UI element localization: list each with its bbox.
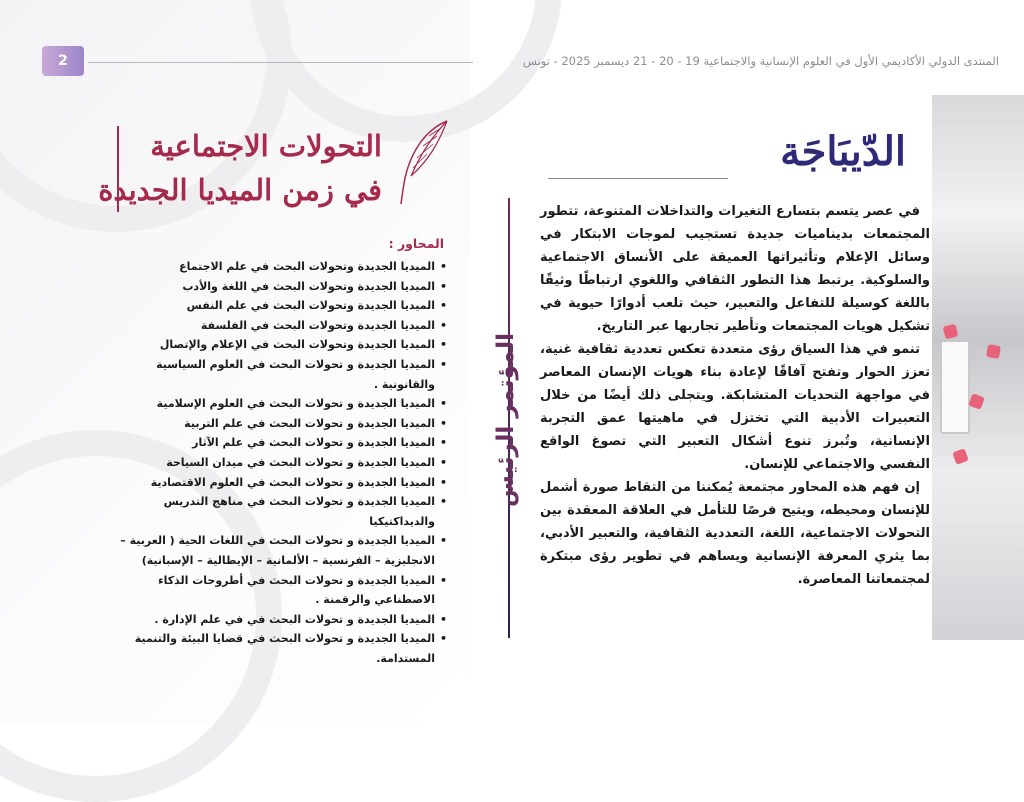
heart-icon xyxy=(968,393,985,410)
axis-item: • الميديا الجديدة و تحولات البحث في في علم الإدارة . xyxy=(107,610,447,630)
axis-item: • الميديا الجديدة و تحولات البحث في العلوم الاقتصادية xyxy=(107,473,447,493)
axes-heading: المحاور : xyxy=(388,236,444,251)
preamble-title-underline xyxy=(548,178,728,179)
preamble-paragraph: في عصر يتسم بتسارع التغيرات والتداخلات المتنوعة، تتطور المجتمعات بديناميات جديدة تستجيب لموجات الابتكار في وسائل الإعلام وتأثيراتها العميقة على الأنساق الاجتماعية والسلوكية. يرتبط هذا التطور الثقافي واللغوي ارتباطًا وثيقًا باللغة كوسيلة للتفاعل والتعبير، حيث تلعب أدوارًا حيوية في تشكيل هويات المجتمعات وتأطير تجاربها عبر التاريخ. xyxy=(540,204,930,334)
axis-item: • الميديا الجديدة و تحولات البحث في علم الآثار xyxy=(107,433,447,453)
axes-list xyxy=(107,257,447,668)
axis-item: • الميديا الجديدة و تحولات البحث في أطروحات الذكاء الاصطناعي والرقمنة . xyxy=(107,571,447,610)
page-number-badge: 2 xyxy=(42,46,84,76)
conference-title xyxy=(98,124,382,212)
axis-item: • الميديا الجديدة و تحولات البحث في ميدان السياحة xyxy=(107,453,447,473)
title-line-1: التحولات الاجتماعية xyxy=(150,129,382,163)
preamble-paragraph: إن فهم هذه المحاور مجتمعة يُمكننا من التقاط صورة أشمل للإنسان ومحيطه، ويتيح فرصًا للتأمل في العلاقة المعقدة بين التحولات الاجتماعية، اللغة، التعددية الثقافية، والتعبير الأدبي، بما يثري المعرفة الإنسانية ويساهم في تطوير رؤى مبتكرة لمجتمعاتنا المعاصرة. xyxy=(540,480,930,587)
preamble-title: الدّيبَاجَة xyxy=(780,128,906,175)
vertical-label-text: المؤتمر الرئيس xyxy=(493,332,519,508)
feather-quill-icon xyxy=(395,118,453,206)
axis-item: • الميديا الجديدة وتحولات البحث في علم النفس xyxy=(107,296,447,316)
axis-item: • الميديا الجديدة وتحولات البحث في علم الاجتماع xyxy=(107,257,447,277)
preamble-body xyxy=(540,200,930,591)
vertical-label xyxy=(478,332,534,508)
title-line-2: في زمن الميديا الجديدة xyxy=(98,173,382,207)
axis-item: • الميديا الجديدة و تحولات البحث في علم التربية xyxy=(107,414,447,434)
phone-screen xyxy=(940,340,970,434)
axis-item: • الميديا الجديدة و تحولات البحث في اللغات الحية ( العربية – الانجليزية – الفرنسية – الألمانية – الإيطالية – الإسبانية) xyxy=(107,531,447,570)
axis-item: • الميديا الجديدة و تحولات البحث في مناهج التدريس والديداكتيكيا xyxy=(107,492,447,531)
axis-item: • الميديا الجديدة و تحولات البحث في العلوم الإسلامية xyxy=(107,394,447,414)
axis-item: • الميديا الجديدة وتحولات البحث في الإعلام والإتصال xyxy=(107,335,447,355)
axis-item: • الميديا الجديدة وتحولات البحث في اللغة والأدب xyxy=(107,277,447,297)
axis-item: • الميديا الجديدة وتحولات البحث في الفلسفة xyxy=(107,316,447,336)
heart-icon xyxy=(952,448,969,465)
axis-item: • الميديا الجديدة و تحولات البحث في قضايا البيئة والتنمية المستدامة. xyxy=(107,629,447,668)
heart-icon xyxy=(943,324,959,340)
header-text: المنتدى الدولي الأكاديمي الأول في العلوم الإنسانية والاجتماعية 19 - 20 - 21 ديسمبر 2025 - تونس xyxy=(522,54,999,68)
axis-item: • الميديا الجديدة و تحولات البحث في العلوم السياسية والقانونية . xyxy=(107,355,447,394)
header-divider xyxy=(88,62,473,63)
preamble-paragraph: تنمو في هذا السياق رؤى متعددة تعكس تعددية ثقافية غنية، تعزز الحوار وتفتح آفاقًا لإعادة بناء هويات الإنسان المعاصر في مواجهة التحديات المتشابكة. ويتجلى ذلك أيضًا من خلال التعبيرات الأدبية التي تختزل في ماهيتها عمق التجربة الإنسانية، وتُبرز تنوع أشكال التعبير التي تصوغ الواقع النفسي والاجتماعي للإنسان. xyxy=(540,342,930,472)
hand-phone-photo xyxy=(932,95,1024,640)
heart-icon xyxy=(986,344,1001,359)
